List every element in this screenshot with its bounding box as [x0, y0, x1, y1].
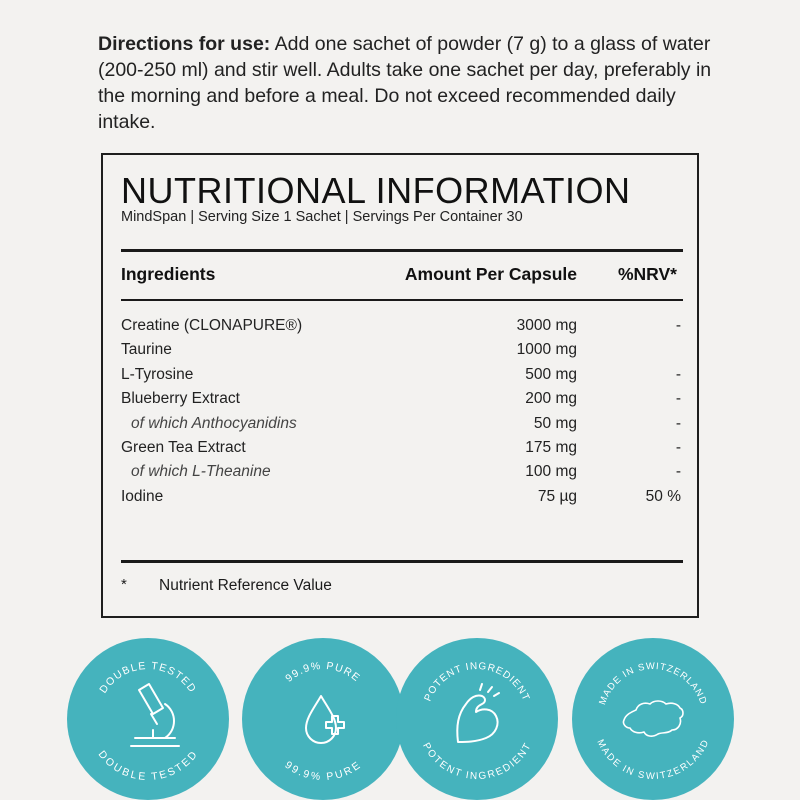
footnote-symbol: *: [121, 576, 127, 593]
divider-top: [121, 249, 683, 252]
ingredient-amount: 75 µg: [537, 487, 577, 505]
ingredient-row: [121, 317, 683, 341]
ingredient-name: Blueberry Extract: [121, 390, 240, 408]
ingredient-amount: 200 mg: [525, 390, 577, 408]
badges-row: [0, 638, 800, 800]
ingredient-row: [121, 463, 683, 487]
badge-potent: [396, 638, 558, 800]
ingredient-nrv: 50 %: [645, 487, 681, 505]
directions-label: Directions for use:: [98, 33, 271, 55]
ingredient-name: Creatine (CLONAPURE®): [121, 317, 303, 334]
directions-text: Add one sachet of powder (7 g) to a glass of water (200-250 ml) and stir well. Adults take one sachet per day, preferably in the morning and before a meal. Do not exceed recommended daily intake.: [98, 33, 712, 133]
ingredient-name: Iodine: [121, 487, 164, 505]
badge-top-text: MADE IN SWITZERLAND: [597, 660, 709, 707]
ingredient-nrv: -: [675, 438, 681, 456]
badge-bottom-text: 99.9% PURE: [282, 759, 364, 784]
ingredient-row: [121, 341, 683, 365]
nutrition-panel: [101, 153, 699, 618]
ingredient-amount: 1000 mg: [516, 341, 577, 359]
ingredient-name: L-Tyrosine: [121, 365, 194, 383]
badge-top-text: DOUBLE TESTED: [97, 659, 199, 696]
ingredient-amount: 100 mg: [525, 463, 577, 481]
badge-bottom-text: MADE IN SWITZERLAND: [594, 737, 712, 783]
ingredient-nrv: -: [675, 414, 681, 432]
divider-bottom: [121, 560, 683, 563]
header-nrv: %NRV*: [617, 264, 677, 284]
ingredient-nrv: -: [675, 317, 681, 334]
ingredient-amount: 3000 mg: [516, 317, 577, 334]
ingredient-row: [121, 415, 683, 439]
ingredient-row: [121, 366, 683, 390]
directions-paragraph: [98, 31, 738, 135]
footnote-text: Nutrient Reference Value: [159, 577, 332, 594]
ingredient-nrv: -: [675, 390, 681, 408]
ingredient-nrv: -: [675, 365, 681, 383]
ingredient-amount: 50 mg: [533, 414, 577, 432]
badge-bottom-text: POTENT INGREDIENT: [419, 741, 535, 783]
header-amount: Amount Per Capsule: [404, 264, 577, 284]
ingredient-name: of which L-Theanine: [131, 463, 271, 481]
panel-subtitle: MindSpan | Serving Size 1 Sachet | Servings Per Container 30: [121, 209, 523, 225]
badge-top-text: 99.9% PURE: [283, 659, 363, 685]
panel-title: NUTRITIONAL INFORMATION: [121, 170, 631, 211]
ingredient-row: [121, 439, 683, 463]
ingredient-name: Green Tea Extract: [121, 438, 246, 456]
badge-double-tested: [67, 638, 229, 800]
ingredient-nrv: -: [675, 463, 681, 481]
ingredient-amount: 500 mg: [525, 365, 577, 383]
badge-bottom-text: DOUBLE TESTED: [95, 748, 201, 784]
ingredient-amount: 175 mg: [525, 438, 577, 456]
ingredients-list: [121, 317, 683, 512]
divider-header: [121, 299, 683, 301]
ingredient-name: Taurine: [121, 341, 172, 359]
badge-pure: [242, 638, 404, 800]
ingredient-name: of which Anthocyanidins: [131, 414, 297, 432]
ingredient-row: [121, 488, 683, 512]
header-ingredients: Ingredients: [121, 264, 216, 284]
badge-switzerland: [572, 638, 734, 800]
ingredient-row: [121, 390, 683, 414]
badge-top-text: POTENT INGREDIENT: [422, 660, 532, 704]
